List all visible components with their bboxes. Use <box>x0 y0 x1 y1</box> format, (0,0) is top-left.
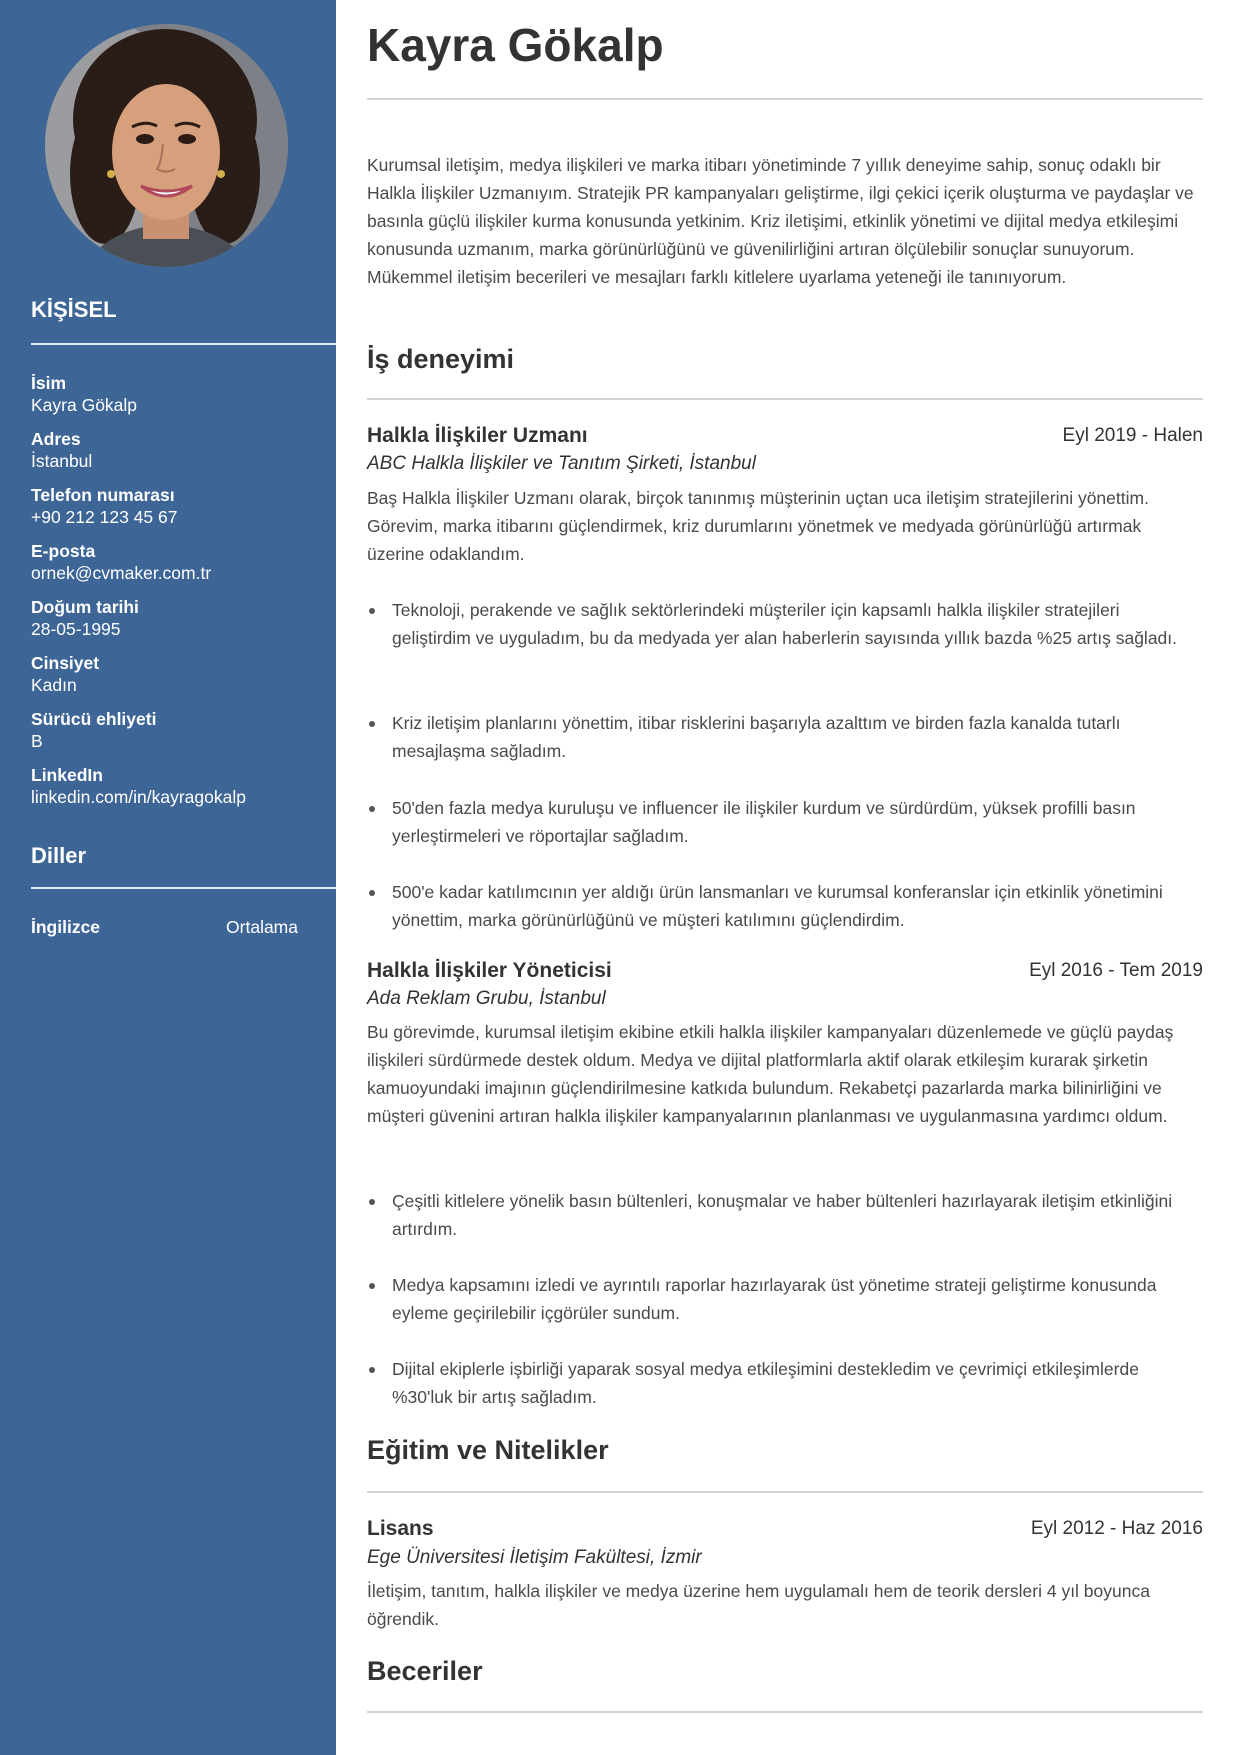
bullet-text: 500'e kadar katılımcının yer aldığı ürün lansmanları ve kurumsal konferanslar için etkinlik yönetimini yönettim, marka görünürlüğünü ve müşteri katılımını güçlendirdim. <box>392 882 1163 930</box>
bullet-dot-icon <box>369 806 375 812</box>
job-title: Halkla İlişkiler Uzmanı <box>367 424 588 447</box>
job-dates: Eyl 2016 - Tem 2019 <box>1029 960 1203 981</box>
job-description: Bu görevimde, kurumsal iletişim ekibine etkili halkla ilişkiler kampanyaları düzenlemede ve güçlü paydaş ilişkileri sürdürmede destek oldum. Medya ve dijital platformlarla aktif olarak etkileşim kurarak şirketin kamuoyundaki imajının güçlendirilmesine katkıda bulundum. Rekabetçi pazarlarda marka bilinirliğini ve müşteri güvenini artıran halkla ilişkiler kampanyalarının planlanması ve uygulanmasına yardımcı oldum. <box>367 1022 1174 1126</box>
bullet-text: Medya kapsamını izledi ve ayrıntılı raporlar hazırlayarak üst yönetime strateji geliştirme konusunda eyleme geçirilebilir içgörüler sundum. <box>392 1275 1157 1323</box>
job-bullet <box>367 709 1203 765</box>
bullet-dot-icon <box>369 1367 375 1373</box>
personal-label: Adres <box>31 429 81 449</box>
personal-divider <box>31 343 336 345</box>
bullet-dot-icon <box>369 608 375 614</box>
languages-heading: Diller <box>31 843 87 868</box>
personal-label: İsim <box>31 373 67 393</box>
education-dates: Eyl 2012 - Haz 2016 <box>1030 1518 1203 1539</box>
job-bullet <box>367 1271 1203 1327</box>
bullet-dot-icon <box>369 1199 375 1205</box>
personal-value: Kadın <box>31 675 77 695</box>
job-bullet <box>367 794 1203 850</box>
personal-value: linkedin.com/in/kayragokalp <box>31 787 246 807</box>
education-degree: Lisans <box>367 1517 434 1540</box>
job-company: Ada Reklam Grubu, İstanbul <box>367 988 606 1009</box>
personal-item-name <box>31 372 321 428</box>
education-divider <box>367 1491 1203 1493</box>
bullet-dot-icon <box>369 721 375 727</box>
candidate-name: Kayra Gökalp <box>367 19 664 71</box>
personal-item-address <box>31 428 321 484</box>
skills-divider <box>367 1711 1203 1713</box>
personal-value: Kayra Gökalp <box>31 395 138 415</box>
personal-heading: KİŞİSEL <box>31 297 117 322</box>
personal-label: E-posta <box>31 541 96 561</box>
bullet-text: Teknoloji, perakende ve sağlık sektörlerindeki müşteriler için kapsamlı halkla ilişkiler stratejileri geliştirdim ve uyguladım, bu da medyada yer alan haberlerin sayısında yıllık bazda %25 artış sağladı. <box>392 600 1178 648</box>
job-dates: Eyl 2019 - Halen <box>1062 425 1203 446</box>
education-description: İletişim, tanıtım, halkla ilişkiler ve medya üzerine hem uygulamalı hem de teorik dersleri 4 yıl boyunca öğrendik. <box>367 1581 1150 1629</box>
profile-photo <box>45 24 288 267</box>
languages-divider <box>31 887 336 889</box>
bullet-text: Dijital ekiplerle işbirliği yaparak sosyal medya etkileşimini destekledim ve çevrimiçi etkileşimlerde %30'luk bir artış sağladım. <box>392 1359 1139 1407</box>
personal-value: B <box>31 731 43 751</box>
summary-paragraph: Kurumsal iletişim, medya ilişkileri ve marka itibarı yönetiminde 7 yıllık deneyime sahip, sonuç odaklı bir Halkla İlişkiler Uzmanıyım. Stratejik PR kampanyaları geliştirme, ilgi çekici içerik oluşturma ve paydaşlar ve basınla güçlü ilişkiler kurma konusunda yetkinim. Kriz iletişimi, etkinlik yönetimi ve dijital medya etkileşimi konusunda uzmanım, marka görünürlüğünü ve güvenilirliğini artıran ölçülebilir sonuçlar sunuyorum. Mükemmel iletişim becerileri ve mesajları farklı kitlelere uyarlama yeteneği ile tanınıyorum. <box>367 155 1194 287</box>
personal-item-license <box>31 708 321 764</box>
sidebar <box>0 0 336 1755</box>
personal-label: Sürücü ehliyeti <box>31 709 157 729</box>
job-company: ABC Halkla İlişkiler ve Tanıtım Şirketi, İstanbul <box>367 453 756 474</box>
experience-heading: İş deneyimi <box>367 344 515 374</box>
job-description: Baş Halkla İlişkiler Uzmanı olarak, birçok tanınmış müşterinin uçtan uca iletişim stratejilerini yönettim. Görevim, marka itibarını güçlendirmek, kriz durumlarını yönetmek ve medyada görünürlüğü artırmak üzerine odaklandım. <box>367 488 1149 564</box>
personal-label: LinkedIn <box>31 765 103 785</box>
personal-value: ornek@cvmaker.com.tr <box>31 563 212 583</box>
bullet-text: 50'den fazla medya kuruluşu ve influencer ile ilişkiler kurdum ve sürdürdüm, yüksek profilli basın yerleştirmeleri ve röportajlar sağladım. <box>392 798 1136 846</box>
bullet-dot-icon <box>369 1283 375 1289</box>
personal-label: Telefon numarası <box>31 485 175 505</box>
name-divider <box>367 98 1203 100</box>
personal-value: +90 212 123 45 67 <box>31 507 178 527</box>
job-bullet <box>367 596 1203 652</box>
portrait-illustration <box>45 24 288 267</box>
personal-item-linkedin <box>31 764 321 820</box>
personal-value: 28-05-1995 <box>31 619 121 639</box>
bullet-text: Çeşitli kitlelere yönelik basın bültenleri, konuşmalar ve haber bültenleri hazırlayarak iletişim etkinliğini artırdım. <box>392 1191 1173 1239</box>
experience-divider <box>367 398 1203 400</box>
skills-heading: Beceriler <box>367 1656 483 1686</box>
job-bullet <box>367 1355 1203 1411</box>
personal-label: Cinsiyet <box>31 653 100 673</box>
personal-label: Doğum tarihi <box>31 597 139 617</box>
job-bullet <box>367 1187 1203 1243</box>
personal-item-gender <box>31 652 321 708</box>
personal-item-email <box>31 540 321 596</box>
language-item <box>31 917 298 938</box>
bullet-text: Kriz iletişim planlarını yönettim, itibar risklerini başarıyla azalttım ve birden fazla kanalda tutarlı mesajlaşma sağladım. <box>392 713 1121 761</box>
personal-info-list <box>31 372 321 820</box>
language-name: İngilizce <box>31 917 101 937</box>
language-level: Ortalama <box>226 917 298 937</box>
bullet-dot-icon <box>369 890 375 896</box>
education-school: Ege Üniversitesi İletişim Fakültesi, İzmir <box>367 1547 702 1568</box>
job-title: Halkla İlişkiler Yöneticisi <box>367 959 612 982</box>
personal-value: İstanbul <box>31 451 93 471</box>
personal-item-birthdate <box>31 596 321 652</box>
personal-item-phone <box>31 484 321 540</box>
job-bullet <box>367 878 1203 934</box>
education-heading: Eğitim ve Nitelikler <box>367 1435 609 1465</box>
